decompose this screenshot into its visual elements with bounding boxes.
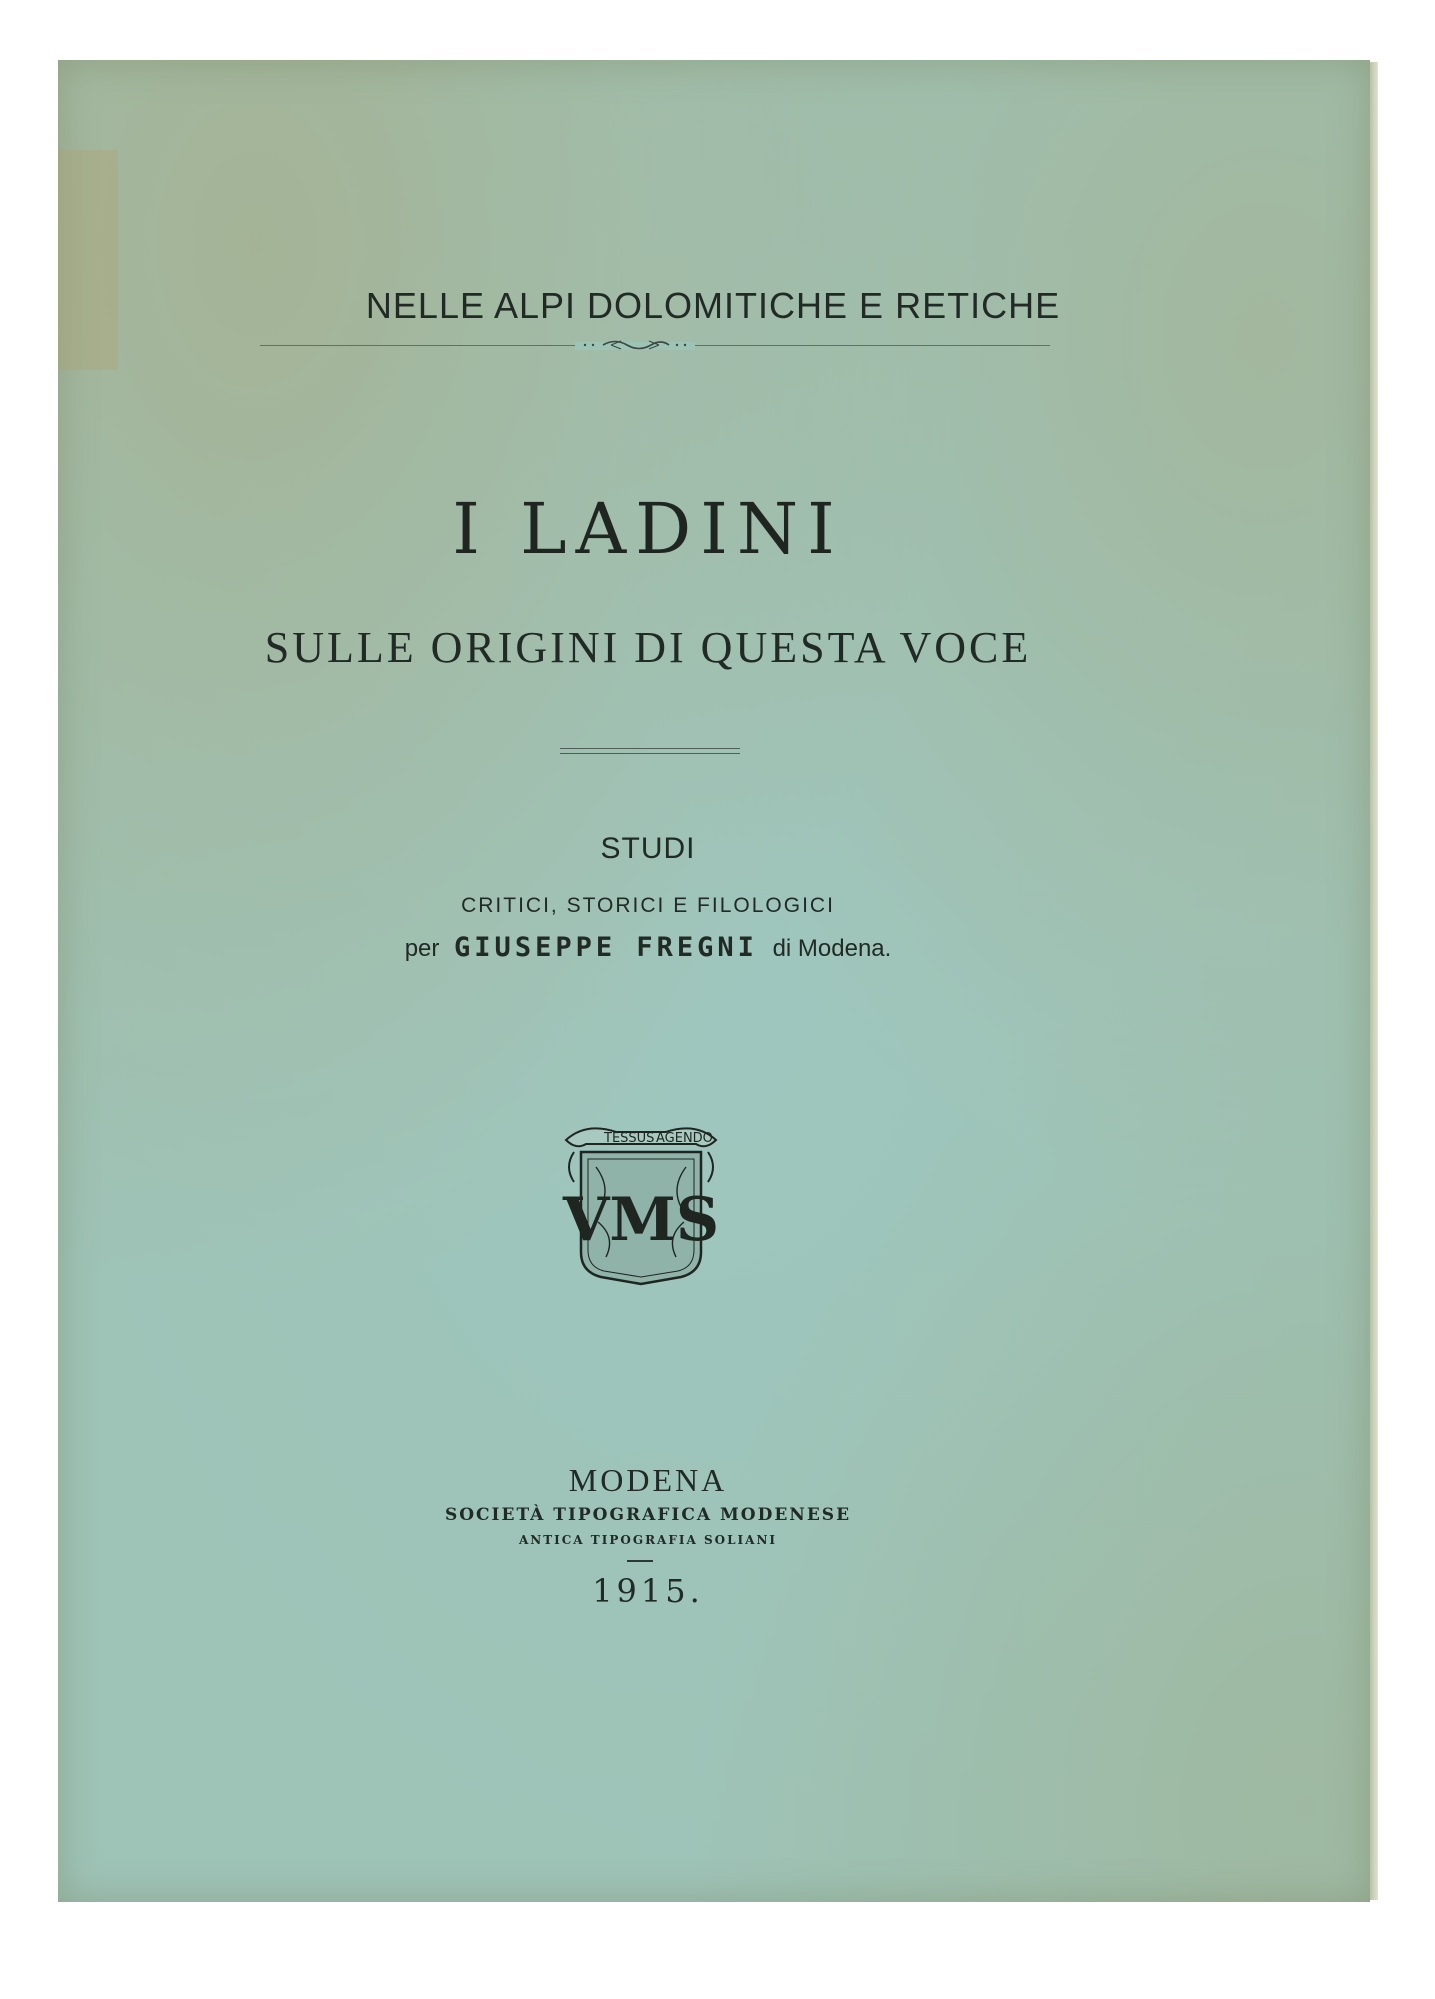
studi-subtitle: CRITICI, STORICI E FILOLOGICI [461,894,835,917]
book-title: I LADINI [452,488,844,570]
page-edge [1370,62,1378,1900]
book-cover [58,60,1370,1902]
publication-city: MODENA [568,1462,728,1498]
publication-year: 1915. [592,1572,704,1610]
author-name: GIUSEPPE FREGNI [454,932,758,963]
printer-name: ANTICA TIPOGRAFIA SOLIANI [518,1533,778,1547]
printer-emblem [556,1112,726,1287]
series-title: NELLE ALPI DOLOMITICHE E RETICHE [365,285,1061,326]
author-line [128,932,1168,963]
ornament-divider [575,336,695,354]
author-prefix: per [404,935,440,962]
emblem-monogram: VMS [562,1185,720,1255]
studi-heading: STUDI [600,832,696,865]
author-suffix: di Modena. [772,935,892,962]
double-rule [560,748,740,754]
emblem-motto-left: TESSUS [604,1131,655,1146]
publisher-name: SOCIETÀ TIPOGRAFICA MODENESE [444,1505,852,1525]
book-subtitle: SULLE ORIGINI DI QUESTA VOCE [264,623,1032,672]
cover-discoloration [58,150,118,370]
emblem-motto-right: AGENDO [656,1131,713,1146]
small-rule [627,1560,653,1562]
